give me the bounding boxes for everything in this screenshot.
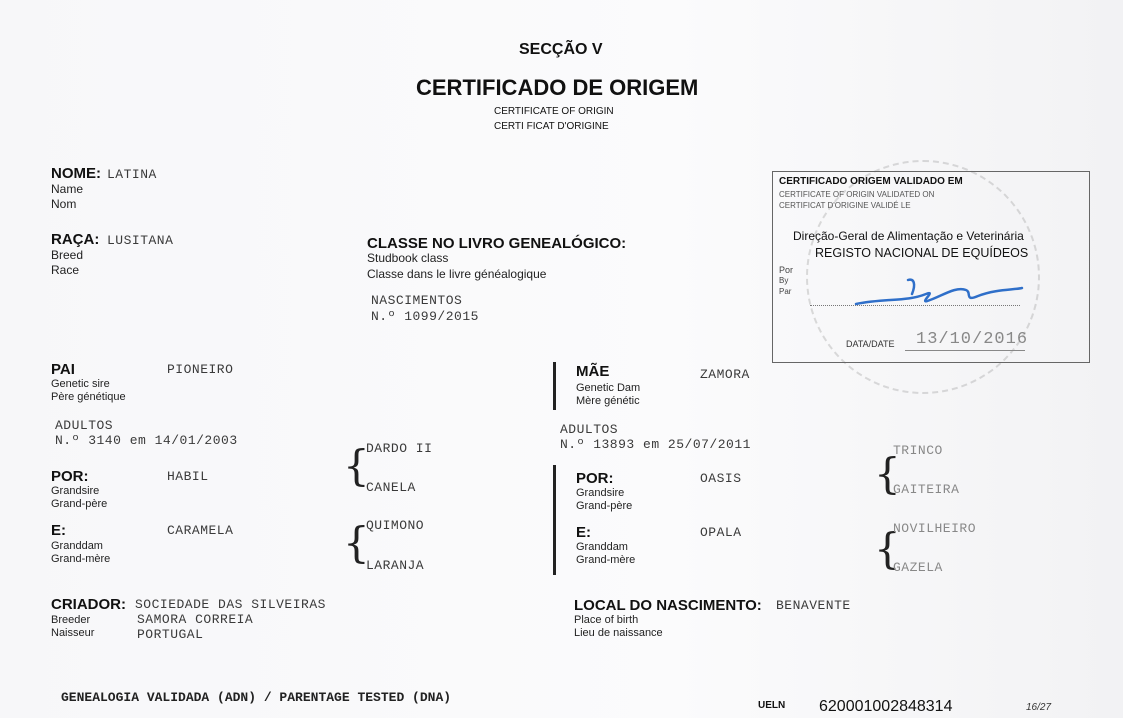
breeder-country: PORTUGAL <box>137 627 204 642</box>
sire-grandsire-dam: CANELA <box>366 480 416 495</box>
sire-class: ADULTOS <box>55 418 114 433</box>
ueln-value: 620001002848314 <box>819 698 953 715</box>
title-english: CERTIFICATE OF ORIGIN <box>494 106 614 117</box>
breeder-name: SOCIEDADE DAS SILVEIRAS <box>135 597 326 612</box>
date-label: DATA/DATE <box>846 339 895 349</box>
signature-scribble <box>846 272 1026 314</box>
dam-grandsire-label-en: Grandsire <box>576 487 625 499</box>
sire-granddam-sire: QUIMONO <box>366 518 425 533</box>
dam-grandsire-dam: GAITEIRA <box>893 482 960 497</box>
sire-granddam-label-fr: Grand-mère <box>51 553 111 565</box>
studbook-label-fr: Classe dans le livre généalogique <box>367 267 547 281</box>
dam-class: ADULTOS <box>560 422 619 437</box>
sire-granddam-brace: { <box>343 518 370 567</box>
birthplace-label: LOCAL DO NASCIMENTO: <box>574 597 762 614</box>
sire-grandsire-label: POR: <box>51 468 89 485</box>
genealogy-validated-note: GENEALOGIA VALIDADA (ADN) / PARENTAGE TESTED (DNA) <box>61 690 452 705</box>
breed-value: LUSITANA <box>107 233 174 248</box>
by-label-pt: Por <box>779 265 794 275</box>
dam-granddam-dam: GAZELA <box>893 560 943 575</box>
dam-label: MÃE <box>576 363 610 380</box>
dam-divider-bar <box>553 362 556 410</box>
sire-grandsire-sire: DARDO II <box>366 441 433 456</box>
sire-label-fr: Père génétique <box>51 391 126 403</box>
breed-label-fr: Race <box>51 263 80 277</box>
validation-line-pt: CERTIFICADO ORIGEM VALIDADO EM <box>779 176 963 187</box>
authority-name: Direção-Geral de Alimentação e Veterinária <box>793 229 1024 243</box>
dam-label-fr: Mère génétic <box>576 395 640 407</box>
sire-grandsire-name: HABIL <box>167 469 209 484</box>
sire-granddam-label: E: <box>51 522 66 539</box>
validation-line-fr: CERTIFICAT D'ORIGINE VALIDÉ LE <box>779 201 911 210</box>
dam-granddam-brace: { <box>874 524 901 573</box>
dam-grandsire-label: POR: <box>576 470 614 487</box>
dam-granddam-label-fr: Grand-mère <box>576 554 636 566</box>
name-label-en: Name <box>51 182 84 196</box>
sire-grandsire-label-fr: Grand-père <box>51 498 108 510</box>
authority-registry: REGISTO NACIONAL DE EQUÍDEOS <box>815 246 1029 260</box>
sire-granddam-dam: LARANJA <box>366 558 425 573</box>
studbook-label: CLASSE NO LIVRO GENEALÓGICO: <box>367 235 627 252</box>
dam-granddam-sire: NOVILHEIRO <box>893 521 977 536</box>
dam-label-en: Genetic Dam <box>576 382 641 394</box>
date-underline <box>905 350 1025 351</box>
sire-label: PAI <box>51 361 75 378</box>
dam-grandsire-name: OASIS <box>700 471 742 486</box>
breeder-locality: SAMORA CORREIA <box>137 612 254 627</box>
sire-granddam-name: CARAMELA <box>167 523 234 538</box>
by-label-en: By <box>779 276 789 285</box>
studbook-class-value: NASCIMENTOS <box>371 293 463 308</box>
dam-granddam-label-en: Granddam <box>576 541 628 553</box>
sire-label-en: Genetic sire <box>51 378 110 390</box>
page-number: 16/27 <box>1026 702 1052 713</box>
dam-granddam-name: OPALA <box>700 525 742 540</box>
dam-grandparents-bar <box>553 465 556 575</box>
studbook-number-value: N.º 1099/2015 <box>371 309 479 324</box>
breeder-label-fr: Naisseur <box>51 627 95 639</box>
birthplace-value: BENAVENTE <box>776 598 851 613</box>
name-value: LATINA <box>107 167 157 182</box>
sire-granddam-label-en: Granddam <box>51 540 103 552</box>
certificate-title: CERTIFICADO DE ORIGEM <box>416 75 699 100</box>
breed-label-en: Breed <box>51 248 84 262</box>
dam-registry: N.º 13893 em 25/07/2011 <box>560 437 751 452</box>
breeder-label: CRIADOR: <box>51 596 126 613</box>
dam-grandsire-label-fr: Grand-père <box>576 500 633 512</box>
ueln-label: UELN <box>758 700 786 711</box>
by-label-fr: Par <box>779 287 792 296</box>
section-heading: SECÇÃO V <box>519 41 603 58</box>
sire-registry: N.º 3140 em 14/01/2003 <box>55 433 238 448</box>
dam-name: ZAMORA <box>700 367 750 382</box>
breeder-label-en: Breeder <box>51 614 91 626</box>
sire-grandsire-brace: { <box>343 441 370 490</box>
validation-date: 13/10/2016 <box>916 330 1029 349</box>
validation-line-en: CERTIFICATE OF ORIGIN VALIDATED ON <box>779 190 935 199</box>
breed-label: RAÇA: <box>51 231 100 248</box>
dam-grandsire-brace: { <box>874 449 901 498</box>
name-label: NOME: <box>51 165 101 182</box>
name-label-fr: Nom <box>51 197 77 211</box>
title-french: CERTI FICAT D'ORIGINE <box>494 121 609 132</box>
dam-granddam-label: E: <box>576 524 591 541</box>
birthplace-label-en: Place of birth <box>574 614 639 626</box>
studbook-label-en: Studbook class <box>367 251 449 265</box>
sire-grandsire-label-en: Grandsire <box>51 485 100 497</box>
sire-name: PIONEIRO <box>167 362 234 377</box>
dam-grandsire-sire: TRINCO <box>893 443 943 458</box>
birthplace-label-fr: Lieu de naissance <box>574 627 663 639</box>
